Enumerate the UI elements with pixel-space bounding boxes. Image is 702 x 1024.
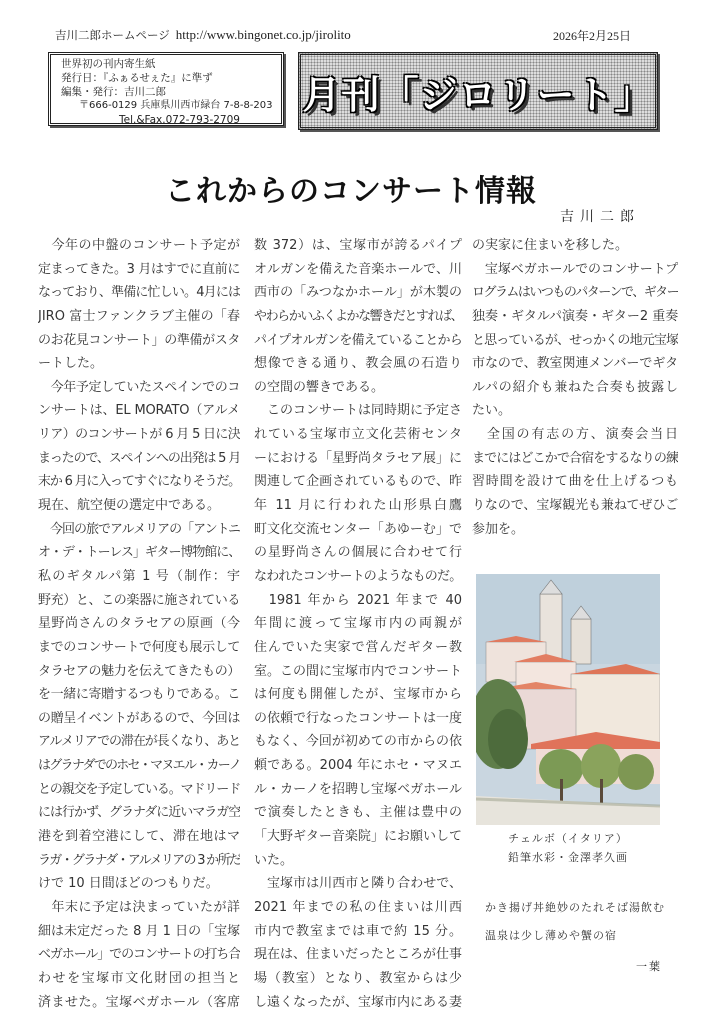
article-text-line: なわれたコンサートのようなものだ。 bbox=[254, 568, 462, 584]
article-text-line: の空間の響きである。 bbox=[254, 379, 385, 395]
article-text-line: 「大野ギター音楽院」にお願いして bbox=[254, 829, 462, 845]
article-text-line: けで 10 日間ほどのつもりだ。 bbox=[38, 876, 219, 892]
article-text-line: の依頼で行なったコンサートは一度 bbox=[254, 710, 462, 726]
article-text-line: やわらかいふくよかな響きだとすれば、 bbox=[254, 308, 462, 324]
article-text-line: 数 372）は、宝塚市が誇るパイプ bbox=[254, 238, 462, 253]
article-text-line: 関連して企画されているもので、昨 bbox=[254, 474, 462, 490]
editor-publisher: 編集・発行：吉川二郎 bbox=[61, 86, 166, 98]
article-text-line: ル・カーノを招聘し宝塚ベガホール bbox=[254, 781, 462, 797]
article-text-line: 住んでいた実家で営んだギター教 bbox=[254, 639, 462, 655]
article-text-line: オ・デ・トーレス」ギター博物館に、 bbox=[38, 545, 240, 561]
article-text-line: 済ませた。宝塚ベガホール（客席 bbox=[38, 994, 240, 1010]
article-text-line: 野充）と、この楽器に施されている bbox=[38, 592, 240, 608]
article-text-line: 1981 年から 2021 年まで 40 bbox=[254, 592, 462, 608]
article-text-line: 参加を。 bbox=[472, 521, 525, 537]
article-text-line: いた。 bbox=[254, 852, 294, 868]
article-text-line: れている宝塚市立文化芸術センタ bbox=[254, 427, 462, 443]
site-label: 吉川二郎ホームページ bbox=[55, 30, 170, 42]
article-text-line: 末か 6 月に入ってすぐになりそうだ。 bbox=[38, 474, 240, 490]
article-text-line: ルパの紹介も兼ねた合奏も披露し bbox=[472, 379, 678, 395]
article-text-line: 現在、航空便の選定中である。 bbox=[38, 498, 221, 514]
article-text-line: 西市の「みつなかホール」が木製の bbox=[254, 285, 462, 301]
article-text-line: 今年予定していたスペインでのコ bbox=[38, 379, 240, 395]
masthead-box bbox=[298, 52, 658, 130]
article-text-line: 町文化交流センター「あゆーむ」で bbox=[254, 521, 462, 537]
article-text-line: はグラナダでのホセ・マヌエル・カーノ bbox=[38, 758, 240, 774]
article-text-line: 想像できる通り、教会風の石造り bbox=[254, 356, 462, 372]
article-column-1 bbox=[38, 234, 240, 1014]
article-text-line: との親交を予定している。マドリード bbox=[38, 781, 240, 797]
tagline: 世界初の刊内寄生紙 bbox=[61, 58, 156, 70]
homepage-header bbox=[55, 27, 351, 43]
article-text-line: 今年の中盤のコンサート予定が bbox=[38, 238, 240, 253]
article-text-line: もなく、今回が初めての市からの依 bbox=[254, 734, 462, 750]
publication-date-note: 発行日：『ふぁるせぇた』に準ず bbox=[61, 72, 213, 84]
article-text-line: 年 11 月に行われた山形県白鷹 bbox=[254, 498, 462, 514]
article-text-line: タラセアの魅力を伝えてきたもの） bbox=[38, 663, 240, 679]
painting-caption-credit: 鉛筆水彩・金澤孝久画 bbox=[508, 851, 628, 864]
article-text-line: 年末に予定は決まっていたが詳 bbox=[38, 899, 240, 915]
article-text-line: ラガ・グラナダ・アルメリアの 3 か所だ bbox=[38, 852, 240, 868]
haiku-line-1: かき揚げ丼絶妙のたれそば湯飲む bbox=[485, 901, 665, 914]
article-text-line: を一緒に寄贈するつもりである。こ bbox=[38, 687, 240, 703]
article-text-line: このコンサートは同時期に予定さ bbox=[254, 403, 462, 419]
article-headline: これからのコンサート情報 bbox=[165, 174, 537, 209]
article-column-2 bbox=[254, 234, 462, 1014]
site-url-link[interactable]: http://www.bingonet.co.jp/jirolito bbox=[175, 27, 351, 42]
article-text-line: は何度も開催したが、宝塚市から bbox=[254, 687, 462, 703]
article-text-line: の贈呈イベントがあるので、今回は bbox=[38, 710, 240, 726]
article-text-line: し遠くなったが、宝塚市内にある妻 bbox=[254, 994, 462, 1010]
haiku-signature: 一葉 bbox=[636, 960, 662, 973]
article-text-line: で演奏したときも、主催は豊中の bbox=[254, 805, 462, 821]
article-text-line: までにはどこかで合宿をするなりの練 bbox=[472, 450, 678, 466]
article-text-line: わせを宝塚市文化財団の担当と bbox=[38, 970, 240, 986]
article-text-line: 現在は、住まいだったところが仕事 bbox=[254, 947, 462, 963]
article-text-line: ーにおける「星野尚タラセア展」に bbox=[254, 450, 462, 466]
article-text-line: 市内で教室までは車で約 15 分。 bbox=[254, 923, 462, 939]
article-text-line: までのコンサートで何度も展示して bbox=[38, 639, 240, 655]
article-column-3 bbox=[472, 234, 678, 541]
article-text-line: 習時間を設けて曲を仕上げるつも bbox=[472, 474, 678, 490]
painting-caption-title: チェルボ（イタリア） bbox=[508, 832, 628, 845]
article-text-line: 細は未定だった 8 月 1 日の「宝塚 bbox=[38, 923, 240, 939]
article-text-line: 宝塚市は川西市と隣り合わせで、 bbox=[254, 876, 462, 892]
article-author: 吉川二郎 bbox=[560, 209, 640, 225]
article-text-line: 今回の旅でアルメリアの「アントニ bbox=[38, 521, 240, 537]
article-text-line: 市なので、教室関連メンバーでギタ bbox=[472, 356, 678, 372]
article-text-line: の実家に住まいを移した。 bbox=[472, 238, 629, 253]
article-text-line: ンサートは、EL MORATO（アルメ bbox=[38, 403, 240, 419]
masthead-title: 月刊「ジロリート」 bbox=[302, 72, 654, 117]
article-text-line: たい。 bbox=[472, 403, 512, 419]
article-text-line: 全国の有志の方、演奏会当日 bbox=[472, 427, 678, 443]
article-text-line: リア）のコンサートが 6 月 5 日に決 bbox=[38, 427, 240, 443]
tel-fax: Tel.&Fax.072-793-2709 bbox=[119, 114, 240, 126]
watercolor-painting bbox=[476, 574, 660, 825]
article-text-line: のお花見コンサート」の準備がスタ bbox=[38, 332, 240, 348]
article-text-line: ートした。 bbox=[38, 356, 104, 372]
publisher-info-box bbox=[48, 52, 284, 126]
article-text-line: 私のギタルパ第 1 号（制作：宇 bbox=[38, 568, 240, 584]
article-text-line: 定まってきた。3 月はすでに直前に bbox=[38, 261, 240, 277]
article-text-line: パイプオルガンを備えていることから bbox=[254, 332, 462, 348]
article-text-line: 2021 年までの私の住まいは川西 bbox=[254, 899, 462, 915]
article-text-line: 頼である。2004 年にホセ・マヌエ bbox=[254, 758, 462, 774]
article-text-line: 宝塚ベガホールでのコンサートプ bbox=[472, 261, 678, 277]
article-text-line: ログラムはいつものパターンで、ギター bbox=[472, 285, 678, 301]
article-text-line: の星野尚さんの個展に合わせて行 bbox=[254, 545, 462, 561]
article-text-line: には行かず、グラナダに近いマラガ空 bbox=[38, 805, 240, 821]
article-text-line: アルメリアでの滞在が長くなり、あと bbox=[38, 734, 240, 750]
postal-address: 〒666-0129 兵庫県川西市緑台 7-8-8-203 bbox=[79, 100, 273, 111]
article-text-line: 場（教室）となり、教室からは少 bbox=[254, 970, 462, 986]
article-text-line: ベガホール」でのコンサートの打ち合 bbox=[38, 947, 240, 963]
article-text-line: JIRO 富士ファンクラブ主催の「春 bbox=[38, 308, 240, 324]
article-text-line: 港を到着空港にして、滞在地はマ bbox=[38, 829, 240, 845]
issue-date: 2026年2月25日 bbox=[553, 29, 632, 43]
article-text-line: 年間に渡って宝塚市内の両親が bbox=[254, 616, 462, 632]
article-text-line: まったので、スペインへの出発は 5 月 bbox=[38, 450, 240, 466]
haiku-line-2: 温泉は少し薄めや蟹の宿 bbox=[485, 929, 617, 942]
article-text-line: と思っているが、せっかくの地元宝塚 bbox=[472, 332, 678, 348]
article-text-line: 星野尚さんのタラセアの原画（今 bbox=[38, 616, 240, 632]
article-text-line: りなので、宝塚観光も兼ねてぜひご bbox=[472, 498, 678, 514]
article-text-line: 独奏・ギタルパ演奏・ギター2 重奏 bbox=[472, 308, 678, 324]
article-text-line: オルガンを備えた音楽ホールで、川 bbox=[254, 261, 462, 277]
article-text-line: なっており、準備に忙しい。4月には bbox=[38, 285, 240, 301]
article-text-line: 室。この間に宝塚市内でコンサート bbox=[254, 663, 462, 679]
